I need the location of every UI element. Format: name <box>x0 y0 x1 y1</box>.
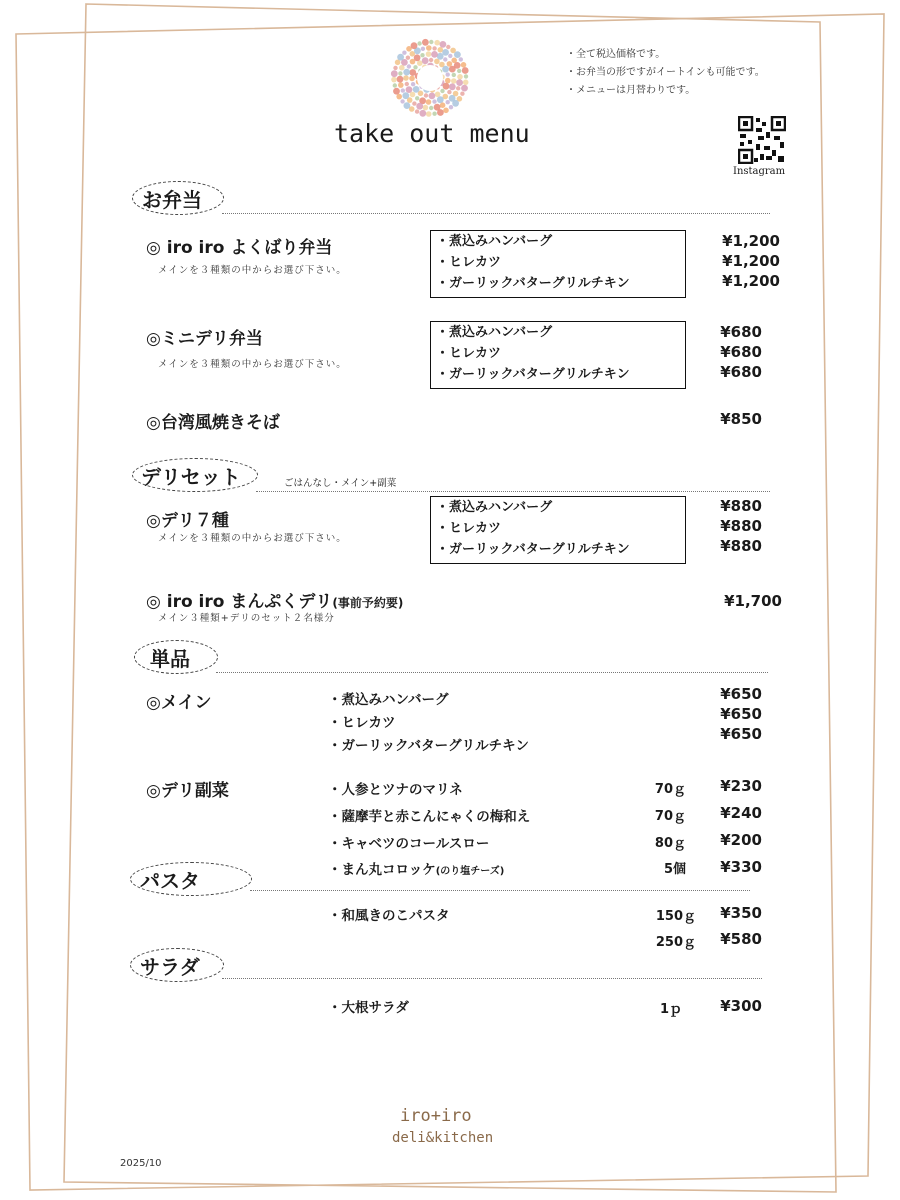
reservation-note: (事前予約要) <box>332 596 404 610</box>
item-description: メインを３種類の中からお選び下さい。 <box>158 359 347 370</box>
price: ¥1,200 <box>722 232 780 250</box>
item-name: ◎台湾風焼きそば <box>146 413 280 433</box>
note-line: ・お弁当の形ですがイートインも可能です。 <box>566 67 765 78</box>
price: ¥680 <box>720 343 762 361</box>
option-item: ・ヒレカツ <box>436 346 502 361</box>
quantity: 1ｐ <box>659 1002 682 1017</box>
price: ¥650 <box>720 685 762 703</box>
option-item: ・ヒレカツ <box>436 255 502 270</box>
item-description: メインを３種類の中からお選び下さい。 <box>158 533 347 544</box>
qr-code-icon[interactable] <box>738 116 786 164</box>
price: ¥880 <box>720 497 762 515</box>
price: ¥200 <box>720 831 762 849</box>
section-title-bento: お弁当 <box>142 188 202 212</box>
item-name: ◎デリ７種 <box>146 511 229 531</box>
weight: 70ｇ <box>654 809 686 824</box>
weight: 150ｇ <box>655 909 696 924</box>
option-item: ・ガーリックバターグリルチキン <box>436 367 630 382</box>
menu-line: ・ガーリックバターグリルチキン <box>328 738 530 754</box>
menu-line: ・人参とツナのマリネ <box>328 782 463 798</box>
menu-line-text: ・まん丸コロッケ <box>328 862 436 878</box>
menu-line: ・煮込みハンバーグ <box>328 692 449 708</box>
section-title-pasta: パスタ <box>140 869 200 893</box>
price: ¥880 <box>720 537 762 555</box>
group-label: ◎メイン <box>146 693 212 713</box>
brand-name: iro+iro <box>400 1106 472 1126</box>
option-item: ・ヒレカツ <box>436 521 502 536</box>
option-item: ・ガーリックバターグリルチキン <box>436 276 630 291</box>
item-name: ◎ミニデリ弁当 <box>146 329 263 349</box>
menu-line: ・大根サラダ <box>328 1000 409 1016</box>
price: ¥1,200 <box>722 272 780 290</box>
section-title-single: 単品 <box>150 647 190 671</box>
page-title: take out menu <box>334 119 530 148</box>
option-item: ・煮込みハンバーグ <box>436 234 553 249</box>
price: ¥680 <box>720 363 762 381</box>
item-name <box>146 587 403 612</box>
item-description: メインを３種類の中からお選び下さい。 <box>158 265 347 276</box>
section-divider <box>256 491 770 492</box>
section-title-deli-set: デリセット <box>141 465 241 489</box>
logo-dots-circle <box>390 38 470 118</box>
section-divider <box>222 213 770 214</box>
menu-line: ・キャベツのコールスロー <box>328 836 490 852</box>
option-item: ・煮込みハンバーグ <box>436 500 553 515</box>
price: ¥650 <box>720 705 762 723</box>
price: ¥240 <box>720 804 762 822</box>
section-divider <box>216 672 768 673</box>
weight: 80ｇ <box>654 836 686 851</box>
weight: 250ｇ <box>655 935 696 950</box>
option-list <box>436 231 630 294</box>
item-name: ◎ iro iro よくばり弁当 <box>146 238 333 258</box>
note-line: ・メニューは月替わりです。 <box>566 85 696 96</box>
qr-label: Instagram <box>733 166 786 177</box>
menu-line: ・ヒレカツ <box>328 715 396 731</box>
section-divider <box>250 890 750 891</box>
menu-line: ・薩摩芋と赤こんにゃくの梅和え <box>328 809 531 825</box>
price: ¥350 <box>720 904 762 922</box>
price: ¥300 <box>720 997 762 1015</box>
item-name-text: ◎ iro iro まんぷくデリ <box>146 592 333 612</box>
section-divider <box>222 978 762 979</box>
item-description: メイン３種類+デリのセット２名様分 <box>158 613 335 624</box>
option-list <box>436 497 630 560</box>
price: ¥680 <box>720 323 762 341</box>
price: ¥880 <box>720 517 762 535</box>
section-title-salad: サラダ <box>140 955 200 979</box>
price: ¥1,200 <box>722 252 780 270</box>
menu-line <box>328 858 504 878</box>
section-note: ごはんなし・メイン+副菜 <box>284 478 397 489</box>
note-line: ・全て税込価格です。 <box>566 49 666 60</box>
price: ¥650 <box>720 725 762 743</box>
price: ¥850 <box>720 410 762 428</box>
group-label: ◎デリ副菜 <box>146 781 229 801</box>
notes <box>566 46 765 100</box>
menu-line-note: (のり塩チーズ) <box>435 866 505 877</box>
option-item: ・ガーリックバターグリルチキン <box>436 542 630 557</box>
option-list <box>436 322 630 385</box>
price: ¥330 <box>720 858 762 876</box>
price: ¥1,700 <box>724 592 782 610</box>
brand-tagline: deli&kitchen <box>392 1130 494 1146</box>
option-item: ・煮込みハンバーグ <box>436 325 553 340</box>
price: ¥230 <box>720 777 762 795</box>
price: ¥580 <box>720 930 762 948</box>
menu-line: ・和風きのこパスタ <box>328 908 450 924</box>
weight: 5個 <box>663 862 686 877</box>
issue-date: 2025/10 <box>120 1158 162 1169</box>
weight: 70ｇ <box>654 782 686 797</box>
